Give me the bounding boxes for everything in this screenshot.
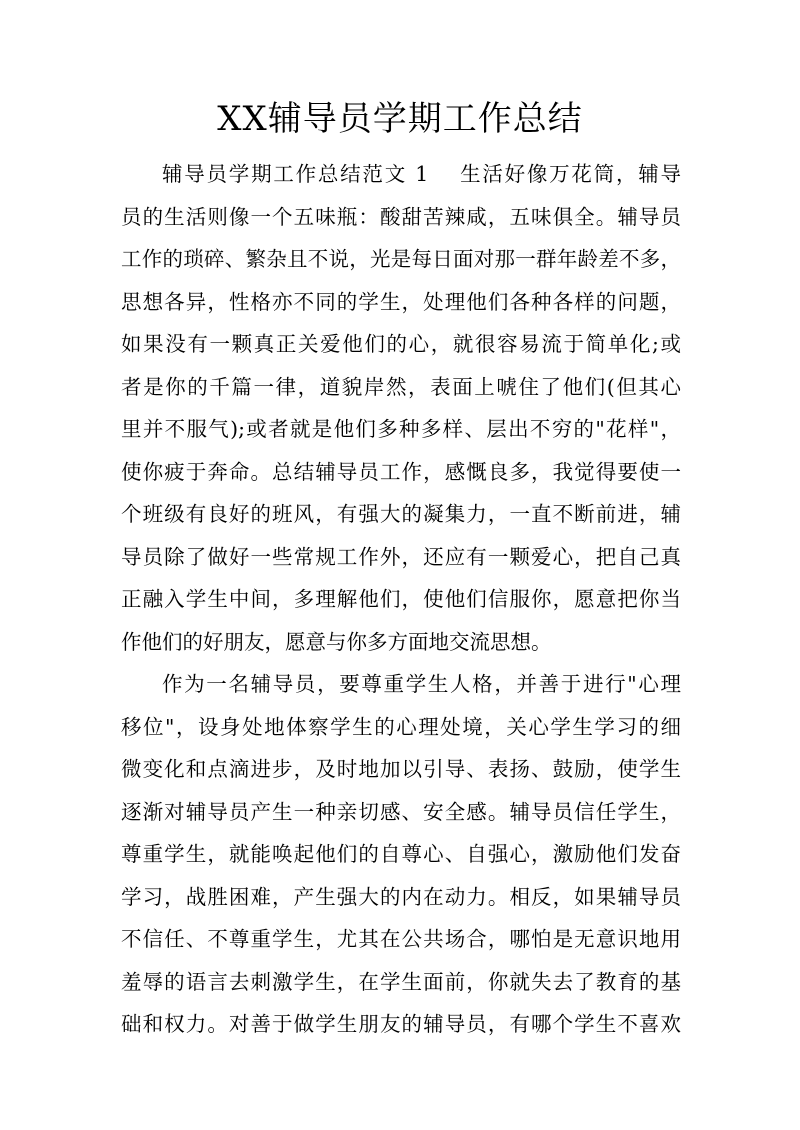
paragraph-2-line-8: 羞辱的语言去刺激学生，在学生面前，你就失去了教育的基 [121, 969, 681, 994]
paragraph-1-line-9: 个班级有良好的班风，有强大的凝集力，一直不断前进，辅 [121, 502, 681, 526]
paragraph-2-line-1: 作为一名辅导员，要尊重学生人格，并善于进行"心理 [162, 672, 681, 696]
paragraph-1-first-line [121, 153, 681, 196]
paragraph-1-line-6: 者是你的千篇一律，道貌岸然，表面上唬住了他们(但其心 [121, 374, 681, 399]
paragraph-1-line-10: 导员除了做好一些常规工作外，还应有一颗爱心，把自己真 [121, 544, 681, 569]
paragraph-1-line-12: 作他们的好朋友，愿意与你多方面地交流思想。 [121, 629, 552, 654]
paragraph-2-line-6: 学习，战胜困难，产生强大的内在动力。相反，如果辅导员 [121, 884, 681, 909]
paragraph-2-line-4: 逐渐对辅导员产生一种亲切感、安全感。辅导员信任学生， [121, 799, 681, 824]
paragraph-2-line-9: 础和权力。对善于做学生朋友的辅导员，有哪个学生不喜欢 [121, 1012, 681, 1036]
paragraph-1-line-7: 里并不服气);或者就是他们多种多样、层出不穷的"花样"， [121, 417, 681, 441]
paragraph-1-heading: 辅导员学期工作总结范文 1 [162, 162, 429, 186]
paragraph-1-line-11: 正融入学生中间，多理解他们，使他们信服你，愿意把你当 [121, 587, 681, 611]
paragraph-2-line-7: 不信任、不尊重学生，尤其在公共场合，哪怕是无意识地用 [121, 927, 681, 951]
paragraph-1-line-5: 如果没有一颗真正关爱他们的心，就很容易流于简单化;或 [121, 332, 681, 356]
paragraph-2-line-5: 尊重学生，就能唤起他们的自尊心、自强心，激励他们发奋 [121, 842, 681, 866]
paragraph-2-line-3: 微变化和点滴进步，及时地加以引导、表扬、鼓励，使学生 [121, 757, 681, 781]
paragraph-1-line-1: 生活好像万花筒，辅导 [458, 162, 682, 186]
paragraph-1-line-3: 工作的琐碎、繁杂且不说，光是每日面对那一群年龄差不多， [121, 247, 681, 271]
paragraph-1-line-4: 思想各异，性格亦不同的学生，处理他们各种各样的问题， [121, 289, 681, 314]
document-title: XX辅导员学期工作总结 [217, 99, 583, 139]
paragraph-1-line-2: 员的生活则像一个五味瓶：酸甜苦辣咸，五味俱全。辅导员 [121, 204, 681, 229]
paragraph-2-line-2: 移位"，设身处地体察学生的心理处境，关心学生学习的细 [121, 714, 681, 739]
paragraph-1-line-8: 使你疲于奔命。总结辅导员工作，感慨良多，我觉得要使一 [121, 459, 681, 484]
document-body [121, 153, 681, 1046]
